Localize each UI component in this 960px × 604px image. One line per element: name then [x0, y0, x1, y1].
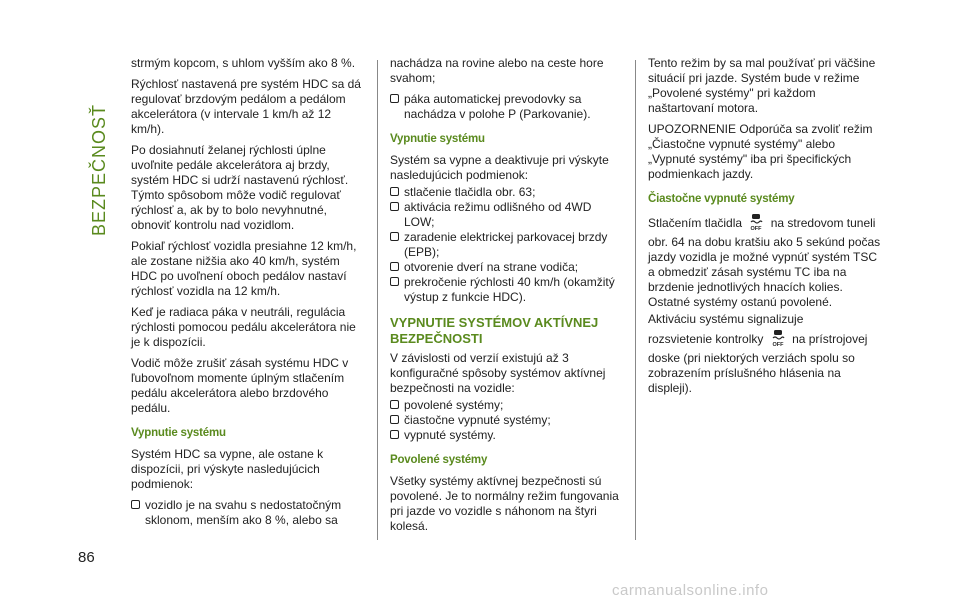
- checkbox-bullet-icon: [390, 277, 399, 286]
- text-column-1: [131, 56, 362, 528]
- paragraph: Vodič môže zrušiť zásah systému HDC v ľubovoľnom momente úplným stlačením pedálu akcelerátora alebo brzdového pedálu.: [131, 356, 349, 415]
- paragraph: Systém sa vypne a deaktivuje pri výskyte nasledujúcich podmienok:: [390, 153, 609, 182]
- column-divider: [377, 60, 378, 540]
- paragraph: Keď je radiaca páka v neutráli, regulácia rýchlosti pomocou pedálu akcelerátora nie je k dispozícii.: [131, 305, 356, 349]
- side-title-text: BEZPEČNOSŤ: [89, 103, 109, 236]
- bullet-item: vypnuté systémy.: [390, 428, 622, 443]
- bullet-item: otvorenie dverí na strane vodiča;: [390, 260, 622, 275]
- text-column-2: [390, 56, 622, 540]
- paragraph: UPOZORNENIE Odporúča sa zvoliť režim „Čiastočne vypnuté systémy" alebo „Vypnuté systémy" iba pri špecifických podmienkach jazdy.: [648, 122, 873, 181]
- bullet-item: vozidlo je na svahu s nedostatočným sklonom, menším ako 8 %, alebo sa: [131, 498, 362, 528]
- checkbox-bullet-icon: [390, 187, 399, 196]
- column-divider: [635, 60, 636, 540]
- bullet-item: aktivácia režimu odlišného od 4WD LOW;: [390, 200, 622, 230]
- watermark: carmanualsonline.info: [612, 582, 769, 599]
- paragraph: Tento režim by sa mal používať pri väčšine situácií pri jazde. Systém bude v režime „Povolené systémy" pri každom naštartovaní motora.: [648, 56, 876, 115]
- paragraph: Všetky systémy aktívnej bezpečnosti sú povolené. Je to normálny režim fungovania pri jazde vo vozidle s náhonom na štyri kolesá.: [390, 474, 619, 533]
- paragraph: Rýchlosť nastavená pre systém HDC sa dá regulovať brzdovým pedálom a pedálom akcelerátora (v intervale 1 km/h až 12 km/h).: [131, 77, 361, 136]
- section-heading: VYPNUTIE SYSTÉMOV AKTÍVNEJ BEZPEČNOSTI: [390, 315, 599, 346]
- paragraph: Systém HDC sa vypne, ale ostane k dispozícii, pri výskyte nasledujúcich podmienok:: [131, 447, 324, 491]
- checkbox-bullet-icon: [390, 415, 399, 424]
- svg-text:OFF: OFF: [772, 342, 784, 347]
- paragraph: Stlačením tlačidla OFF na stredovom tuneli obr. 64 na dobu kratšiu ako 5 sekúnd počas jazdy vozidla je možné vypnúť systém TSC a obmedziť zásah systému TC iba na brzdenie jednotlivých hnacích kolies. Ostatné systémy ostanú povolené.: [648, 213, 885, 310]
- paragraph: Po dosiahnutí želanej rýchlosti úplne uvoľnite pedále akcelerátora aj brzdy, systém HDC si udrží nastavenú rýchlosť. Týmto spôsobom môže vodič regulovať rýchlosť a, ak by to bolo nevyhnutné, obnoviť kontrolu nad vozidlom.: [131, 143, 349, 232]
- esc-off-warning-light-icon: [771, 329, 785, 351]
- side-section-title: [86, 60, 110, 240]
- esc-off-icon: [749, 213, 763, 235]
- paragraph: rozsvietenie kontrolky OFF na prístrojovej doske (pri niektorých verziách spolu so zobrazením príslušného hlásenia na displeji).: [648, 329, 885, 396]
- paragraph: Pokiaľ rýchlosť vozidla presiahne 12 km/h, ale zostane nižšia ako 40 km/h, systém HDC po uvoľnení oboch pedálov nastaví rýchlosť vozidla na 12 km/h.: [131, 239, 357, 298]
- paragraph: Aktiváciu systému signalizuje: [648, 312, 804, 326]
- paragraph: strmým kopcom, s uhlom vyšším ako 8 %.: [131, 56, 356, 70]
- checkbox-bullet-icon: [390, 400, 399, 409]
- checkbox-bullet-icon: [131, 500, 140, 509]
- subheading: Vypnutie systému: [131, 427, 226, 439]
- subheading: Čiastočne vypnuté systémy: [648, 193, 795, 205]
- subheading: Povolené systémy: [390, 454, 488, 466]
- bullet-item: čiastočne vypnuté systémy;: [390, 413, 622, 428]
- checkbox-bullet-icon: [390, 202, 399, 211]
- checkbox-bullet-icon: [390, 262, 399, 271]
- checkbox-bullet-icon: [390, 94, 399, 103]
- bullet-item: povolené systémy;: [390, 398, 622, 413]
- bullet-item: stlačenie tlačidla obr. 63;: [390, 185, 622, 200]
- bullet-item: páka automatickej prevodovky sa nachádza v polohe P (Parkovanie).: [390, 92, 622, 122]
- page-number: 86: [78, 549, 95, 566]
- svg-text:OFF: OFF: [750, 226, 762, 231]
- bullet-item: zaradenie elektrickej parkovacej brzdy (EPB);: [390, 230, 622, 260]
- checkbox-bullet-icon: [390, 232, 399, 241]
- subheading: Vypnutie systému: [390, 133, 485, 145]
- paragraph: V závislosti od verzií existujú až 3 konfiguračné spôsoby systémov aktívnej bezpečnosti na vozidle:: [390, 351, 606, 395]
- text-column-3: [648, 56, 885, 402]
- bullet-item: prekročenie rýchlosti 40 km/h (okamžitý výstup z funkcie HDC).: [390, 275, 622, 305]
- checkbox-bullet-icon: [390, 430, 399, 439]
- paragraph: nachádza na rovine alebo na ceste hore svahom;: [390, 56, 604, 85]
